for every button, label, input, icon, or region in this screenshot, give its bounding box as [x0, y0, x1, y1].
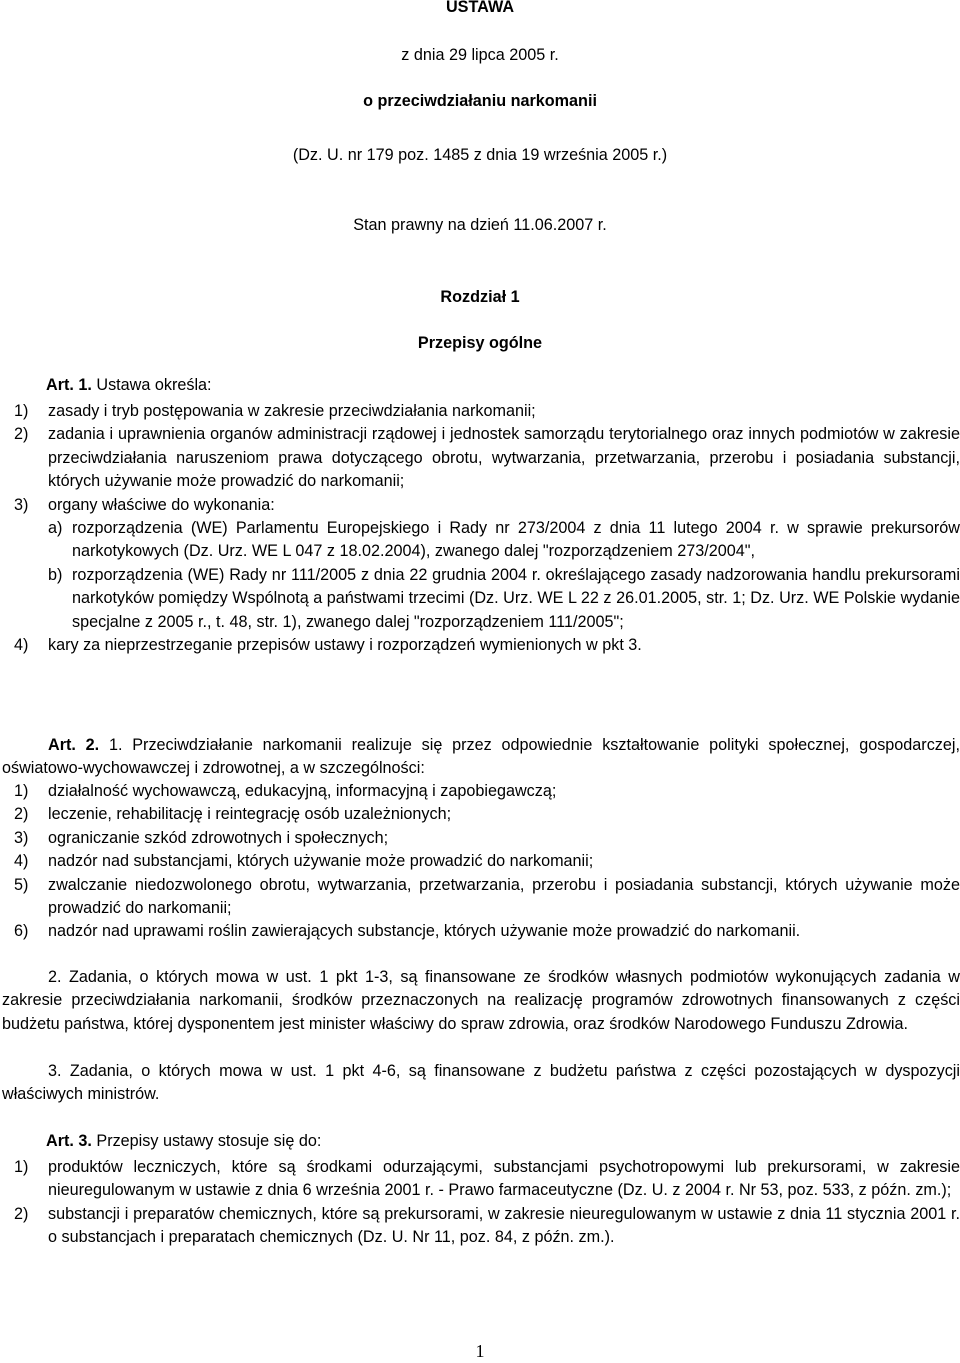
art3-label: Art. 3.	[46, 1132, 92, 1150]
art2-paragraph-1: Art. 2. 1. Przeciwdziałanie narkomanii realizuje się przez odpowiednie kształtowanie polityki społecznej, gospodarczej, oświatowo-wychowawczej i zdrowotnej, a w szczególności:	[2, 736, 960, 778]
list-item: 1) działalność wychowawczą, edukacyjną, informacyjną i zapobiegawczą;	[14, 782, 557, 800]
sub-list-item: a) rozporządzenia (WE) Parlamentu Europejskiego i Rady nr 273/2004 z dnia 11 lutego 2004 r. w sprawie prekursorów narkotykowych (Dz. Urz. WE L 047 z 18.02.2004), zwanego dalej "rozporządzeniem 273/2004",	[48, 519, 960, 561]
list-item: 2) leczenie, rehabilitację i reintegrację osób uzależnionych;	[14, 805, 452, 824]
art2-label: Art. 2.	[48, 736, 100, 754]
document-date: z dnia 29 lipca 2005 r.	[401, 46, 559, 64]
art3-list	[14, 1156, 960, 1250]
chapter-name: Przepisy ogólne	[417, 334, 543, 352]
page-number: 1	[475, 1341, 485, 1361]
art1-label: Art. 1.	[46, 376, 92, 394]
list-item: 6) nadzór nad uprawami roślin zawierających substancje, których używanie może prowadzić do narkomanii.	[14, 922, 801, 941]
art1-intro: Ustawa określa:	[96, 376, 212, 394]
chapter-number: Rozdział 1	[440, 288, 520, 306]
art2-list	[14, 780, 960, 944]
art2-paragraph-3: 3. Zadania, o których mowa w ust. 1 pkt 4-6, są finansowane z budżetu państwa z części pozostających w dyspozycji właściwych ministrów.	[2, 1062, 960, 1104]
list-item: 2) substancji i preparatów chemicznych, które są prekursorami, w zakresie nieuregulowanym w ustawie z dnia 11 stycznia 2001 r. o substancjach i preparatach chemicznych (Dz. U. Nr 11, poz. 84, z późn. zm.).	[14, 1204, 960, 1247]
document-title: USTAWA	[445, 0, 515, 16]
art2-paragraph-2: 2. Zadania, o których mowa w ust. 1 pkt 1-3, są finansowane ze środków własnych podmiotów wykonujących zadania w zakresie przeciwdziałania narkomanii, środków przeznaczonych na realizację programów zdrowotnych finansowanych z części budżetu państwa, której dysponentem jest minister właściwy do spraw zdrowia, oraz środków Narodowego Funduszu Zdrowia.	[2, 968, 960, 1033]
list-item: 3) organy właściwe do wykonania:	[14, 495, 275, 514]
journal-reference: (Dz. U. nr 179 poz. 1485 z dnia 19 września 2005 r.)	[292, 146, 668, 164]
art1-heading	[46, 374, 960, 397]
sub-list-item: b) rozporządzenia (WE) Rady nr 111/2005 z dnia 22 grudnia 2004 r. określającego zasady nadzorowania handlu prekursorami narkotyków pomiędzy Wspólnotą a państwami trzecimi (Dz. Urz. WE L 22 z 26.01.2005, str. 1; Dz. Urz. WE Polskie wydanie specjalne z 2005 r., t. 48, str. 1), zwanego dalej "rozporządzeniem 111/2005";	[48, 565, 960, 631]
list-item: 1) produktów leczniczych, które są środkami odurzającymi, substancjami psychotropowymi lub prekursorami, w zakresie nieuregulowanym w ustawie z dnia 6 września 2001 r. - Prawo farmaceutyczne (Dz. U. z 2004 r. Nr 53, poz. 533, z późn. zm.);	[14, 1158, 960, 1200]
list-item: 4) nadzór nad substancjami, których używanie może prowadzić do narkomanii;	[14, 852, 594, 871]
list-item: 5) zwalczanie niedozwolonego obrotu, wytwarzania, przetwarzania, przerobu i posiadania substancji, których używanie może prowadzić do narkomanii;	[14, 875, 960, 918]
art3-intro: Przepisy ustawy stosuje się do:	[96, 1132, 322, 1150]
art3-heading	[46, 1130, 960, 1153]
document-subject: o przeciwdziałaniu narkomanii	[363, 92, 597, 110]
list-item: 4) kary za nieprzestrzeganie przepisów ustawy i rozporządzeń wymienionych w pkt 3.	[14, 636, 642, 655]
list-item: 2) zadania i uprawnienia organów administracji rządowej i jednostek samorządu terytorialnego oraz innych podmiotów w zakresie przeciwdziałania naruszeniom prawa dotyczącego obrotu, wytwarzania, przetwarzania, przerobu i posiadania substancji, których używanie może prowadzić do narkomanii;	[14, 425, 960, 491]
legal-state: Stan prawny na dzień 11.06.2007 r.	[353, 216, 607, 234]
list-item: 3) ograniczanie szkód zdrowotnych i społecznych;	[14, 828, 389, 847]
art1-list	[14, 400, 960, 657]
list-item: 1) zasady i tryb postępowania w zakresie przeciwdziałania narkomanii;	[14, 402, 536, 420]
